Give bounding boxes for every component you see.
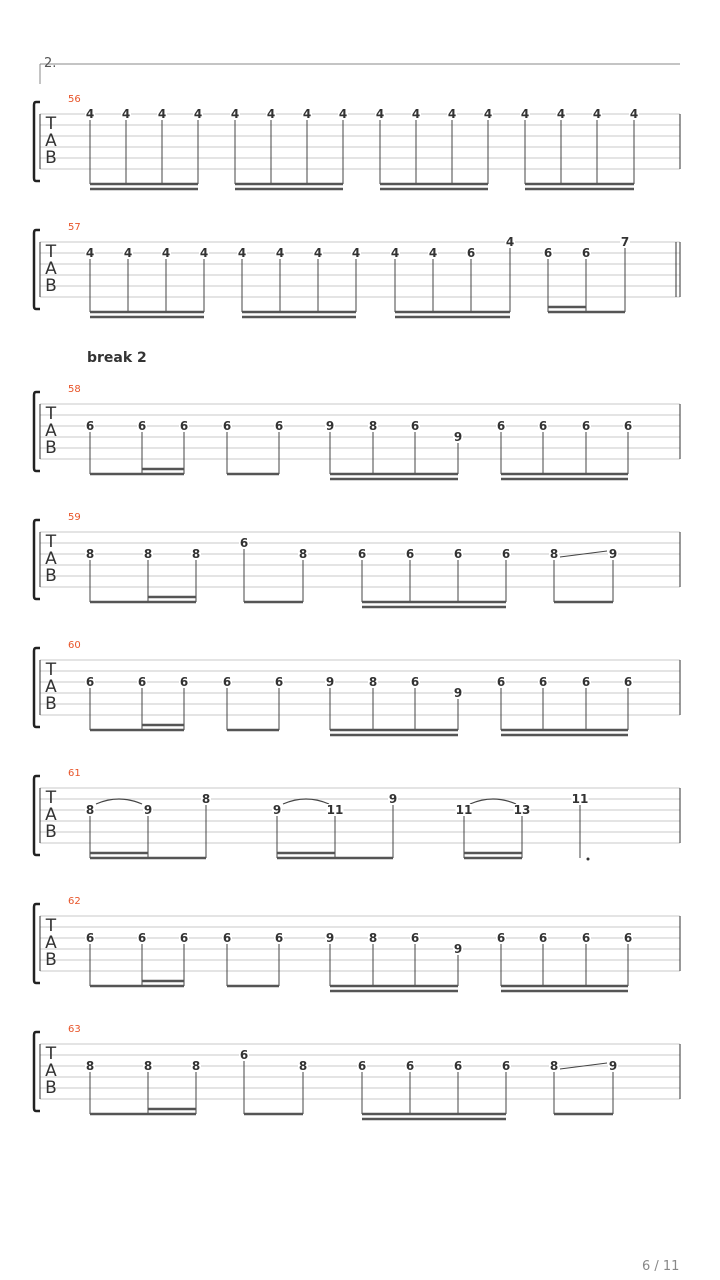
tab-system-60 — [0, 636, 720, 740]
tab-clef-letter: T — [45, 916, 57, 936]
tab-clef-letter: T — [45, 242, 57, 262]
fret-number: 6 — [501, 1059, 511, 1073]
tab-clef-letter: B — [45, 438, 57, 458]
fret-number: 9 — [453, 430, 463, 444]
fret-number: 4 — [556, 107, 566, 121]
measure-number: 57 — [68, 222, 81, 233]
fret-number: 8 — [85, 1059, 95, 1073]
fret-number: 4 — [313, 246, 323, 260]
fret-number: 8 — [298, 547, 308, 561]
fret-number: 6 — [137, 419, 147, 433]
tab-clef-letter: B — [45, 148, 57, 168]
tab-clef-letter: T — [45, 1044, 57, 1064]
fret-number: 8 — [368, 419, 378, 433]
fret-number: 6 — [405, 1059, 415, 1073]
measure-number: 60 — [68, 640, 81, 651]
fret-number: 6 — [274, 675, 284, 689]
fret-number: 13 — [513, 803, 531, 817]
tab-clef-letter: A — [45, 421, 57, 441]
tab-clef-letter: B — [45, 694, 57, 714]
measure-number: 58 — [68, 384, 81, 395]
fret-number: 6 — [405, 547, 415, 561]
fret-number: 4 — [199, 246, 209, 260]
fret-number: 4 — [428, 246, 438, 260]
fret-number: 6 — [410, 931, 420, 945]
fret-number: 4 — [375, 107, 385, 121]
fret-number: 9 — [272, 803, 282, 817]
fret-number: 6 — [179, 419, 189, 433]
fret-number: 4 — [237, 246, 247, 260]
fret-number: 6 — [538, 931, 548, 945]
fret-number: 8 — [143, 1059, 153, 1073]
fret-number: 8 — [201, 792, 211, 806]
page-number: 6 / 11 — [642, 1259, 680, 1274]
fret-number: 6 — [581, 675, 591, 689]
fret-number: 4 — [193, 107, 203, 121]
fret-number: 4 — [592, 107, 602, 121]
tab-clef-letter: B — [45, 950, 57, 970]
tab-system-59 — [0, 508, 720, 612]
fret-number: 9 — [453, 686, 463, 700]
fret-number: 6 — [466, 246, 476, 260]
fret-number: 6 — [85, 675, 95, 689]
fret-number: 6 — [179, 931, 189, 945]
fret-number: 4 — [85, 246, 95, 260]
rhythm-dot — [587, 858, 590, 861]
fret-number: 9 — [388, 792, 398, 806]
fret-number: 6 — [85, 931, 95, 945]
fret-number: 4 — [157, 107, 167, 121]
tie-arc — [470, 799, 516, 804]
fret-number: 8 — [368, 675, 378, 689]
fret-number: 4 — [447, 107, 457, 121]
fret-number: 6 — [623, 675, 633, 689]
system-bracket — [34, 648, 40, 727]
fret-number: 8 — [298, 1059, 308, 1073]
fret-number: 6 — [453, 547, 463, 561]
fret-number: 6 — [357, 547, 367, 561]
fret-number: 9 — [608, 1059, 618, 1073]
fret-number: 4 — [123, 246, 133, 260]
fret-number: 4 — [230, 107, 240, 121]
fret-number: 4 — [85, 107, 95, 121]
tie-arc — [96, 799, 142, 804]
volta-bracket — [0, 0, 720, 90]
tab-system-57 — [0, 218, 720, 322]
fret-number: 4 — [161, 246, 171, 260]
fret-number: 8 — [191, 1059, 201, 1073]
tab-system-56 — [0, 90, 720, 194]
tab-clef-letter: B — [45, 822, 57, 842]
fret-number: 6 — [239, 536, 249, 550]
fret-number: 6 — [239, 1048, 249, 1062]
fret-number: 6 — [137, 675, 147, 689]
fret-number: 6 — [274, 931, 284, 945]
system-bracket — [34, 102, 40, 181]
tab-clef-letter: B — [45, 1078, 57, 1098]
fret-number: 4 — [629, 107, 639, 121]
fret-number: 6 — [357, 1059, 367, 1073]
section-label: break 2 — [87, 350, 147, 366]
fret-number: 11 — [571, 792, 589, 806]
fret-number: 4 — [520, 107, 530, 121]
tab-clef-letter: A — [45, 131, 57, 151]
tab-clef-letter: T — [45, 788, 57, 808]
system-bracket — [34, 520, 40, 599]
fret-number: 4 — [338, 107, 348, 121]
fret-number: 6 — [222, 419, 232, 433]
tab-system-58 — [0, 380, 720, 484]
fret-number: 7 — [620, 235, 630, 249]
tab-clef-letter: T — [45, 404, 57, 424]
fret-number: 8 — [368, 931, 378, 945]
measure-number: 62 — [68, 896, 81, 907]
fret-number: 6 — [623, 419, 633, 433]
fret-number: 8 — [549, 1059, 559, 1073]
fret-number: 4 — [266, 107, 276, 121]
tab-clef-letter: A — [45, 805, 57, 825]
fret-number: 8 — [85, 547, 95, 561]
fret-number: 8 — [549, 547, 559, 561]
fret-number: 6 — [410, 675, 420, 689]
fret-number: 4 — [302, 107, 312, 121]
fret-number: 9 — [453, 942, 463, 956]
fret-number: 6 — [274, 419, 284, 433]
fret-number: 4 — [390, 246, 400, 260]
measure-number: 56 — [68, 94, 81, 105]
tab-clef-letter: T — [45, 532, 57, 552]
fret-number: 6 — [222, 675, 232, 689]
tab-system-62 — [0, 892, 720, 996]
tab-clef-letter: T — [45, 114, 57, 134]
system-bracket — [34, 1032, 40, 1111]
tab-clef-letter: A — [45, 933, 57, 953]
tie-arc — [283, 799, 329, 804]
fret-number: 9 — [143, 803, 153, 817]
measure-number: 61 — [68, 768, 81, 779]
fret-number: 8 — [143, 547, 153, 561]
fret-number: 11 — [455, 803, 473, 817]
tab-system-63 — [0, 1020, 720, 1124]
tab-system-61 — [0, 764, 720, 868]
system-bracket — [34, 230, 40, 309]
system-bracket — [34, 392, 40, 471]
fret-number: 6 — [623, 931, 633, 945]
fret-number: 4 — [275, 246, 285, 260]
tab-clef-letter: B — [45, 566, 57, 586]
fret-number: 4 — [411, 107, 421, 121]
fret-number: 9 — [608, 547, 618, 561]
fret-number: 6 — [179, 675, 189, 689]
fret-number: 6 — [453, 1059, 463, 1073]
fret-number: 6 — [496, 675, 506, 689]
system-bracket — [34, 776, 40, 855]
measure-number: 59 — [68, 512, 81, 523]
fret-number: 9 — [325, 419, 335, 433]
fret-number: 4 — [351, 246, 361, 260]
fret-number: 6 — [410, 419, 420, 433]
volta-label: 2. — [44, 56, 57, 71]
measure-number: 63 — [68, 1024, 81, 1035]
fret-number: 8 — [85, 803, 95, 817]
tab-clef-letter: T — [45, 660, 57, 680]
fret-number: 4 — [505, 235, 515, 249]
fret-number: 9 — [325, 675, 335, 689]
tab-clef-letter: A — [45, 259, 57, 279]
system-bracket — [34, 904, 40, 983]
tab-clef-letter: A — [45, 1061, 57, 1081]
fret-number: 4 — [483, 107, 493, 121]
fret-number: 6 — [581, 419, 591, 433]
fret-number: 6 — [543, 246, 553, 260]
fret-number: 6 — [538, 675, 548, 689]
tab-clef-letter: A — [45, 549, 57, 569]
fret-number: 6 — [501, 547, 511, 561]
fret-number: 6 — [538, 419, 548, 433]
fret-number: 6 — [137, 931, 147, 945]
tab-clef-letter: A — [45, 677, 57, 697]
fret-number: 6 — [496, 419, 506, 433]
fret-number: 6 — [496, 931, 506, 945]
fret-number: 8 — [191, 547, 201, 561]
fret-number: 9 — [325, 931, 335, 945]
fret-number: 6 — [581, 931, 591, 945]
fret-number: 6 — [581, 246, 591, 260]
fret-number: 6 — [222, 931, 232, 945]
fret-number: 4 — [121, 107, 131, 121]
tab-clef-letter: B — [45, 276, 57, 296]
fret-number: 6 — [85, 419, 95, 433]
fret-number: 11 — [326, 803, 344, 817]
